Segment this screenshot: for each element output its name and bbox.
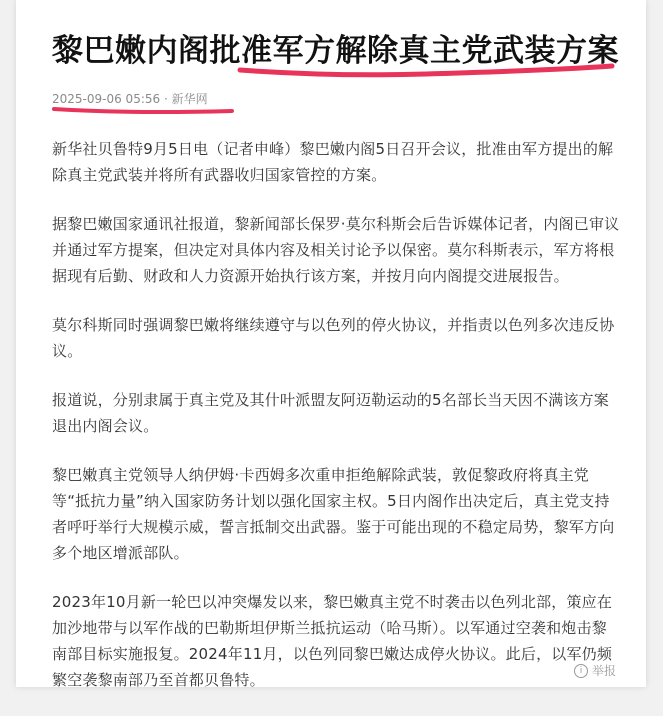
- paragraph: 报道说，分别隶属于真主党及其什叶派盟友阿迈勒运动的5名部长当天因不满该方案退出内阁会议。: [52, 391, 609, 435]
- info-icon: i: [574, 664, 588, 678]
- title-underline-annotation: [236, 54, 616, 96]
- meta-underline-annotation: [52, 95, 252, 125]
- paragraph: 莫尔科斯同时强调黎巴嫩将继续遵守与以色列的停火协议，并指责以色列多次违反协议。: [52, 316, 615, 360]
- paragraph: 2023年10月新一轮巴以冲突爆发以来，黎巴嫩真主党不时袭击以色列北部，策应在加沙地带与以军作战的巴勒斯坦伊斯兰抵抗运动（哈马斯）。以军通过空袭和炮击黎南部目标实施报复。2024年11月，以色列同黎巴嫩达成停火协议。此后，以军仍频繁空袭黎南部乃至首都贝鲁特。: [52, 593, 613, 689]
- article-card: [16, 0, 646, 687]
- paragraph: 新华社贝鲁特9月5日电（记者申峰）黎巴嫩内阁5日召开会议，批准由军方提出的解除真主党武装并将所有武器收归国家管控的方案。: [52, 140, 614, 184]
- paragraph: 黎巴嫩真主党领导人纳伊姆·卡西姆多次重申拒绝解除武装，敦促黎政府将真主党等“抵抗力量”纳入国家防务计划以强化国家主权。5日内阁作出决定后，真主党支持者呼吁举行大规模示威，誓言抵制交出武器。鉴于可能出现的不稳定局势，黎军方向多个地区增派部队。: [52, 466, 615, 562]
- report-label: 举报: [591, 664, 616, 678]
- underline-stroke: [240, 66, 612, 75]
- paragraph: 据黎巴嫩国家通讯社报道，黎新闻部长保罗·莫尔科斯会后告诉媒体记者，内阁已审议并通过军方提案，但决定对具体内容及相关讨论予以保密。莫尔科斯表示，军方将根据现有后勤、财政和人力资源开始执行该方案，并按月向内阁提交进展报告。: [52, 215, 620, 285]
- meta-underline-stroke: [54, 109, 232, 112]
- article-body: [52, 136, 622, 716]
- article-meta: 2025-09-06 05:56 · 新华网: [52, 92, 208, 106]
- article-title: 黎巴嫩内阁批准军方解除真主党武装方案: [52, 33, 619, 69]
- report-button[interactable]: [574, 662, 616, 679]
